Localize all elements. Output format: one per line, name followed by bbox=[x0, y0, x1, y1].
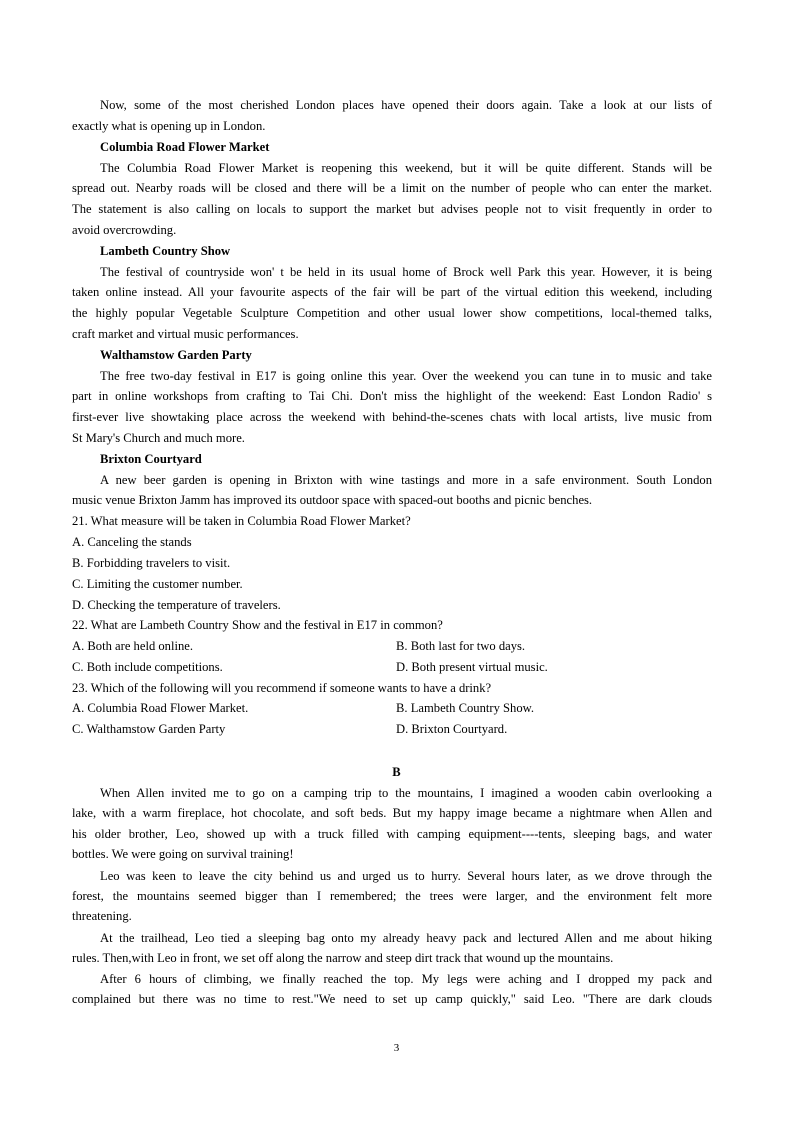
section-heading-lambeth: Lambeth Country Show bbox=[100, 244, 231, 258]
question-22-option-c: C. Both include competitions. bbox=[72, 660, 223, 674]
section-heading-walthamstow: Walthamstow Garden Party bbox=[100, 348, 252, 362]
question-23-option-d: D. Brixton Courtyard. bbox=[396, 722, 508, 736]
question-22-option-a: A. Both are held online. bbox=[72, 639, 194, 653]
lambeth-line: craft market and virtual music performances. bbox=[72, 327, 299, 341]
passage-b-p2-line: Leo was keen to leave the city behind us and urged us to hurry. Several hours later, as we drove through the bbox=[100, 869, 712, 883]
walthamstow-line: The free two-day festival in E17 is going online this year. Over the weekend you can tune in to music and take bbox=[100, 369, 712, 383]
passage-b-p3-line: At the trailhead, Leo tied a sleeping bag onto my already heavy pack and lectured Allen and me about hiking bbox=[100, 931, 712, 945]
question-22-option-d: D. Both present virtual music. bbox=[396, 660, 548, 674]
intro-line: exactly what is opening up in London. bbox=[72, 119, 266, 133]
question-21-option-c: C. Limiting the customer number. bbox=[72, 577, 243, 591]
passage-b-p1-line: When Allen invited me to go on a camping trip to the mountains, I imagined a wooden cabin overlooking a bbox=[100, 786, 712, 800]
question-23-option-b: B. Lambeth Country Show. bbox=[396, 701, 535, 715]
question-23-stem: 23. Which of the following will you recommend if someone wants to have a drink? bbox=[72, 681, 492, 695]
section-heading-columbia: Columbia Road Flower Market bbox=[100, 140, 270, 154]
brixton-line: music venue Brixton Jamm has improved its outdoor space with spaced-out booths and picnic benches. bbox=[72, 493, 593, 507]
intro-line: Now, some of the most cherished London places have opened their doors again. Take a look at our lists of bbox=[100, 98, 712, 112]
question-22-stem: 22. What are Lambeth Country Show and the festival in E17 in common? bbox=[72, 618, 443, 632]
walthamstow-line: first-ever live showtaking place across the weekend with behind-the-scenes chats with local artists, live music from bbox=[72, 410, 712, 424]
passage-b-p1-line: his older brother, Leo, showed up with a truck filled with camping equipment----tents, sleeping bags, and water bbox=[72, 827, 712, 841]
lambeth-line: the highly popular Vegetable Sculpture Competition and other usual lower show competitions, local-themed talks, bbox=[72, 306, 712, 320]
columbia-line: The statement is also calling on locals to support the market but advises people not to visit frequently in order to bbox=[72, 202, 712, 216]
question-23-option-c: C. Walthamstow Garden Party bbox=[72, 722, 226, 736]
question-21-stem: 21. What measure will be taken in Columbia Road Flower Market? bbox=[72, 514, 411, 528]
columbia-line: The Columbia Road Flower Market is reopening this weekend, but it will be quite different. Stands will be bbox=[100, 161, 712, 175]
passage-b-p2-line: threatening. bbox=[72, 909, 132, 923]
page-number: 3 bbox=[393, 1042, 400, 1054]
brixton-line: A new beer garden is opening in Brixton with wine tastings and more in a safe environment. South London bbox=[100, 473, 712, 487]
walthamstow-line: part in online workshops from crafting to Tai Chi. Don't miss the highlight of the weekend: East London Radio' s bbox=[72, 389, 712, 403]
lambeth-line: taken online instead. All your favourite aspects of the fair will be part of the virtual edition this weekend, including bbox=[72, 285, 712, 299]
columbia-line: spread out. Nearby roads will be closed and there will be a limit on the number of people who can enter the market. bbox=[72, 181, 712, 195]
question-23-option-a: A. Columbia Road Flower Market. bbox=[72, 701, 249, 715]
passage-b-p4-line: complained but there was no time to rest."We need to set up camp quickly," said Leo. "There are dark clouds bbox=[72, 992, 712, 1006]
columbia-line: avoid overcrowding. bbox=[72, 223, 177, 237]
question-21-option-a: A. Canceling the stands bbox=[72, 535, 192, 549]
question-21-option-d: D. Checking the temperature of travelers. bbox=[72, 598, 281, 612]
passage-b-p4-line: After 6 hours of climbing, we finally reached the top. My legs were aching and I dropped my pack and bbox=[100, 972, 712, 986]
walthamstow-line: St Mary's Church and much more. bbox=[72, 431, 245, 445]
question-22-option-b: B. Both last for two days. bbox=[396, 639, 526, 653]
passage-b-p2-line: forest, the mountains seemed bigger than I remembered; the trees were larger, and the environment felt more bbox=[72, 889, 712, 903]
section-heading-brixton: Brixton Courtyard bbox=[100, 452, 202, 466]
passage-b-label: B bbox=[392, 765, 401, 779]
lambeth-line: The festival of countryside won' t be held in its usual home of Brock well Park this year. However, it is being bbox=[100, 265, 712, 279]
question-21-option-b: B. Forbidding travelers to visit. bbox=[72, 556, 231, 570]
passage-b-p3-line: rules. Then,with Leo in front, we set off along the narrow and steep dirt track that wound up the mountains. bbox=[72, 951, 614, 965]
passage-b-p1-line: bottles. We were going on survival training! bbox=[72, 847, 294, 861]
passage-b-p1-line: lake, with a warm fireplace, hot chocolate, and soft beds. But my happy image became a nightmare when Allen and bbox=[72, 806, 712, 820]
